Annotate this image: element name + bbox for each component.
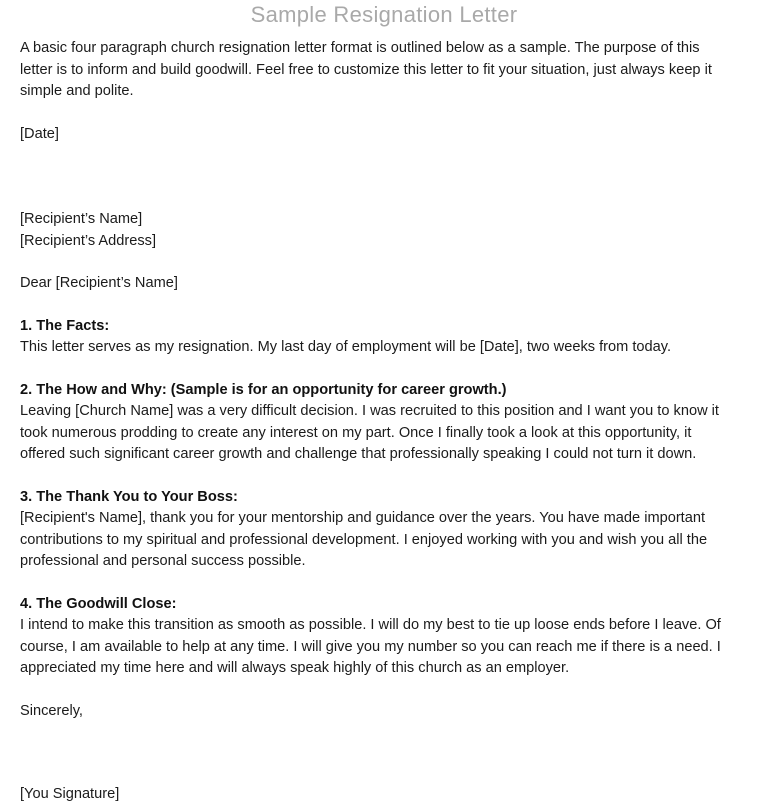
section-body: This letter serves as my resignation. My last day of employment will be [Date], two weeks from today. xyxy=(20,339,672,355)
letter-body xyxy=(20,38,732,806)
spacer xyxy=(20,295,732,316)
page-title: Sample Resignation Letter xyxy=(250,2,518,27)
section-heading: 2. The How and Why: (Sample is for an opportunity for career growth.) xyxy=(20,381,507,398)
recipient-address: [Recipient’s Address] xyxy=(20,232,157,249)
spacer xyxy=(20,573,732,594)
intro-paragraph: A basic four paragraph church resignation letter format is outlined below as a sample. The purpose of this letter is to inform and build goodwill. Feel free to customize this letter to fit your situation, just always keep it simple and polite. xyxy=(20,40,712,99)
signature-placeholder: [You Signature] xyxy=(20,786,120,802)
section-heading: 3. The Thank You to Your Boss: xyxy=(20,488,238,505)
salutation: Dear [Recipient’s Name] xyxy=(20,275,178,291)
section-the-facts xyxy=(20,316,732,359)
spacer xyxy=(20,722,732,784)
section-the-thank-you-to-your-boss xyxy=(20,487,732,573)
section-heading: 1. The Facts: xyxy=(20,317,110,334)
spacer xyxy=(20,359,732,380)
section-the-how-and-why xyxy=(20,380,732,466)
section-body: I intend to make this transition as smooth as possible. I will do my best to tie up loose ends before I leave. Of course, I am available to help at any time. I will give you my number so you can reach me if there is a need. I appreciated my time here and will always speak highly of this church as an employer. xyxy=(20,617,721,676)
spacer xyxy=(20,252,732,273)
spacer xyxy=(20,145,732,209)
section-the-goodwill-close xyxy=(20,594,732,680)
closing-line: Sincerely, xyxy=(20,702,83,719)
recipient-name: [Recipient’s Name] xyxy=(20,211,143,227)
section-heading: 4. The Goodwill Close: xyxy=(20,595,177,612)
spacer xyxy=(20,103,732,124)
section-body: Leaving [Church Name] was a very difficult decision. I was recruited to this position and I want you to know it took numerous prodding to create any interest on my part. Once I finally took a look at this opportunity, it offered such significant career growth and challenge that professionally speaking I could not turn it down. xyxy=(20,403,719,462)
spacer xyxy=(20,466,732,487)
date-placeholder: [Date] xyxy=(20,125,59,142)
spacer xyxy=(20,680,732,701)
section-body: [Recipient's Name], thank you for your mentorship and guidance over the years. You have made important contributions to my spiritual and professional development. I enjoyed working with you and wish you all the professional and personal success possible. xyxy=(20,510,708,569)
